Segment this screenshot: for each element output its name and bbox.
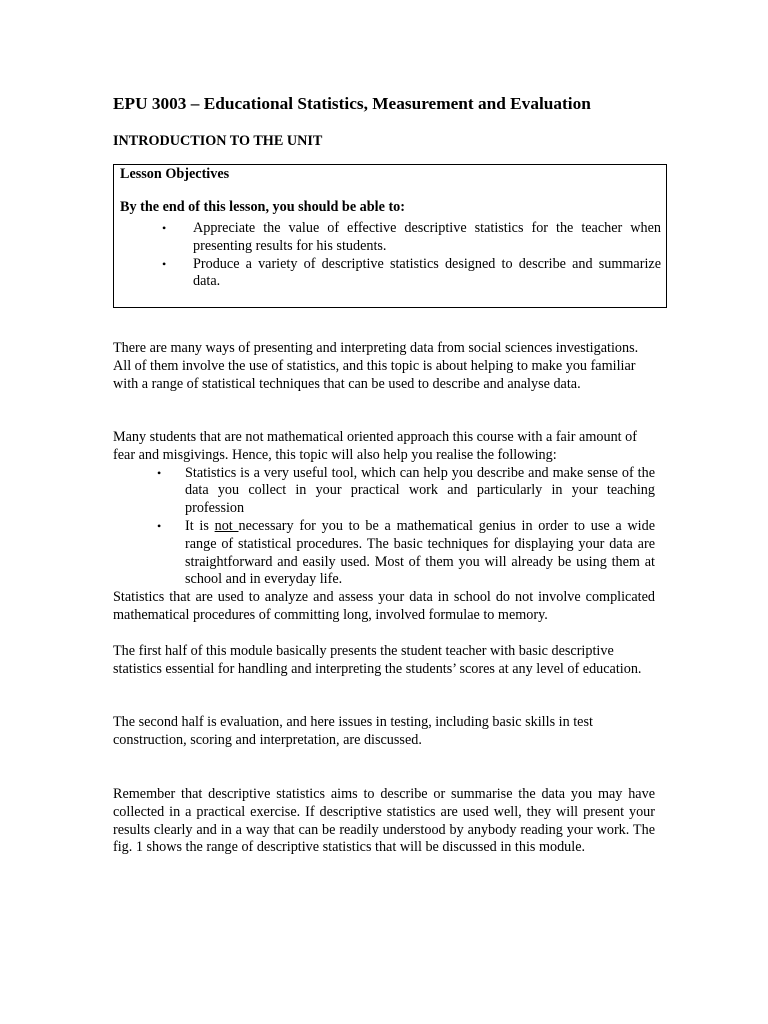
list-item <box>113 465 655 518</box>
paragraph-intro: There are many ways of presenting and interpreting data from social sciences investigations. All of them involve the use of statistics, and this topic is about helping to make you familiar with a range of statistical techniques that can be used to describe and analyse data. <box>113 340 639 392</box>
list-item <box>113 518 655 589</box>
objective-text: Appreciate the value of effective descriptive statistics for the teacher when presenting results for his students. <box>193 220 661 254</box>
list-item-text-start: It is <box>185 517 215 534</box>
underlined-word: not <box>214 517 239 534</box>
list-item-text: Statistics is a very useful tool, which can help you describe and make sense of the data you collect in your practical work and particularly in your teaching profession <box>185 464 655 517</box>
realise-list <box>113 465 655 590</box>
bullet-icon: • <box>162 256 167 271</box>
lesson-objectives-title: Lesson Objectives <box>120 166 230 182</box>
section-heading: INTRODUCTION TO THE UNIT <box>113 133 323 149</box>
lesson-objectives-list <box>114 220 668 291</box>
objective-item <box>114 256 668 292</box>
objective-text: Produce a variety of descriptive statistics designed to describe and summarize data. <box>193 255 661 290</box>
paragraph-remember: Remember that descriptive statistics aims to describe or summarise the data you may have collected in a practical exercise. If descriptive statistics are used well, they will present your results clearly and in a way that can be readily understood by anybody reading your work. The fig. 1 shows the range of descriptive statistics that will be discussed in this module. <box>113 786 655 856</box>
paragraph-fear: Many students that are not mathematical oriented approach this course with a fair amount of fear and misgivings. Hence, this topic will also help you realise the following: <box>113 429 637 463</box>
bullet-icon: • <box>157 465 162 480</box>
bullet-icon: • <box>157 518 162 533</box>
lesson-objectives-box <box>113 164 667 308</box>
document-title: EPU 3003 – Educational Statistics, Measurement and Evaluation <box>113 94 591 113</box>
objective-item <box>114 220 668 256</box>
paragraph-second-half: The second half is evaluation, and here issues in testing, including basic skills in test construction, scoring and interpretation, are discussed. <box>113 714 593 748</box>
paragraph-formulae: Statistics that are used to analyze and assess your data in school do not involve complicated mathematical procedures of committing long, involved formulae to memory. <box>113 589 655 623</box>
list-item-text-rest: necessary for you to be a mathematical genius in order to use a wide range of statistical procedures. The basic techniques for displaying your data are straightforward and easily used. Most of them you will already be using them at school and in everyday life. <box>185 517 655 588</box>
paragraph-group-fear <box>113 429 655 625</box>
bullet-icon: • <box>162 221 167 235</box>
paragraph-first-half: The first half of this module basically presents the student teacher with basic descriptive statistics essential for handling and interpreting the students’ scores at any level of education. <box>113 643 642 677</box>
lesson-objectives-intro: By the end of this lesson, you should be able to: <box>120 199 405 215</box>
